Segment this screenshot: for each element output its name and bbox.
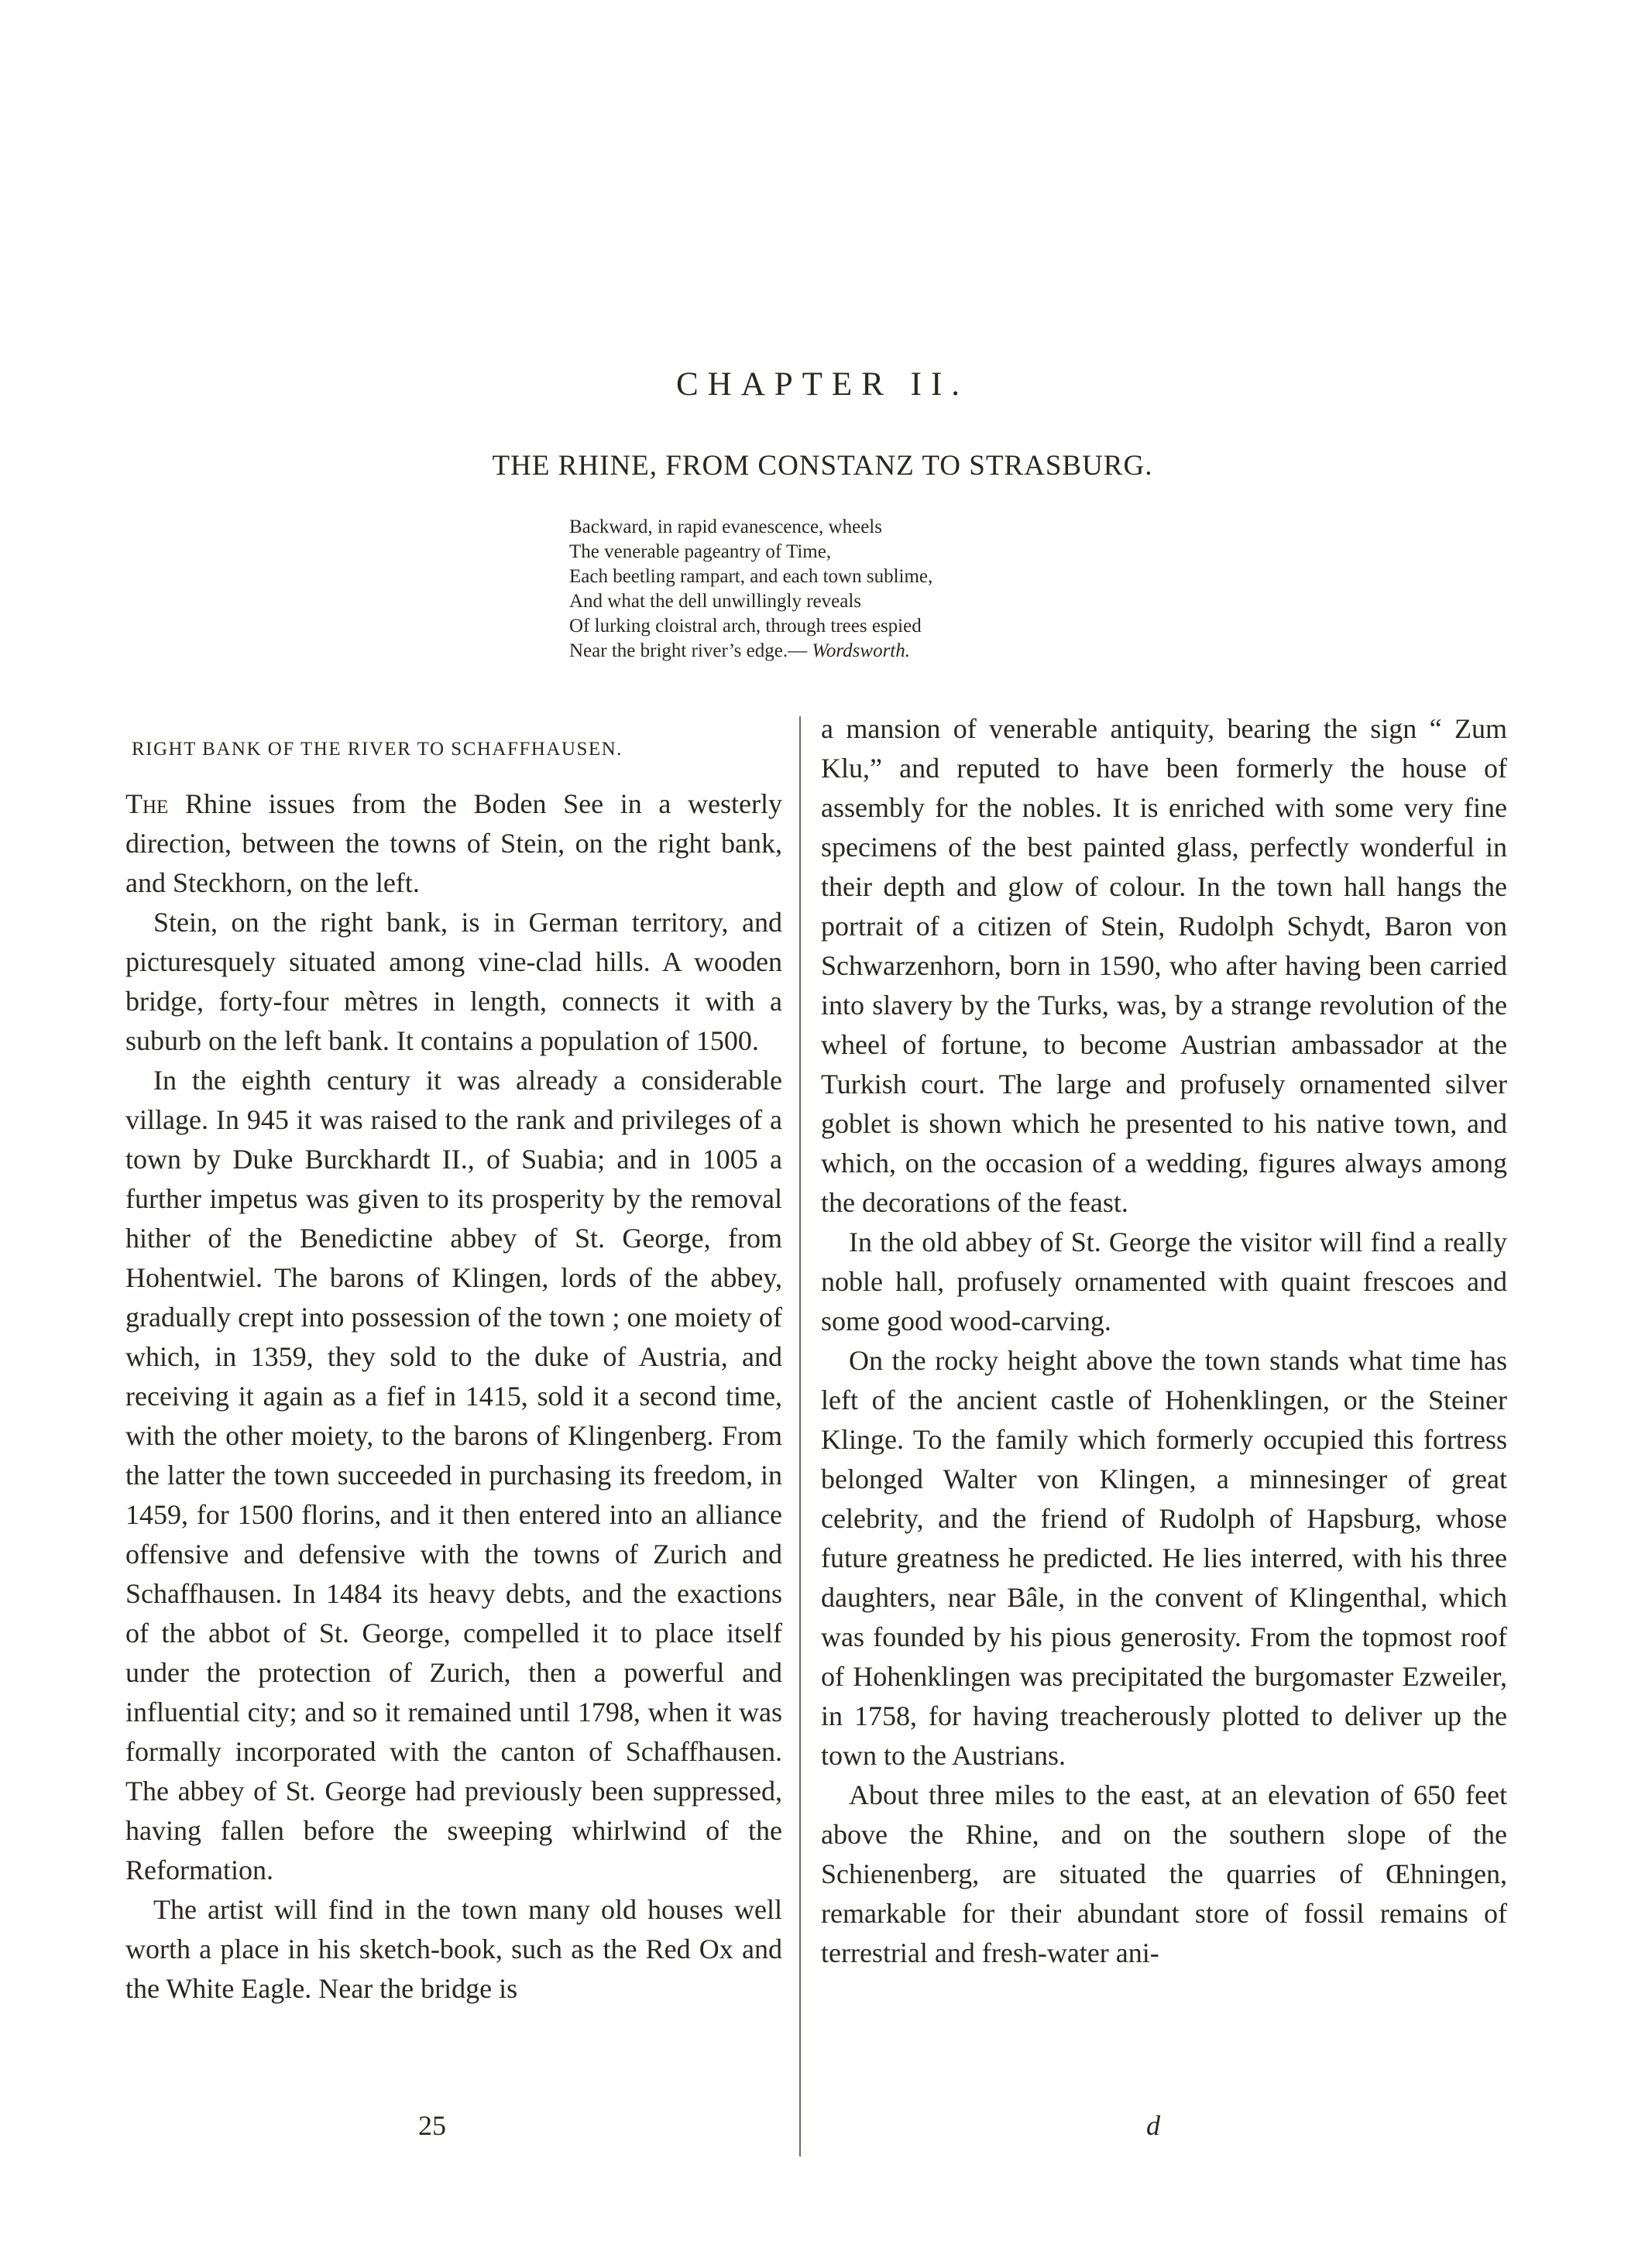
verse-line-last [569,639,1065,664]
epigraph-verse [569,515,1065,664]
verse-line: The venerable pageantry of Time, [569,541,832,562]
signature-mark: d [1146,2110,1160,2141]
verse-last-text: Near the bright river’s edge.— [569,640,812,661]
paragraph: On the rocky height above the town stands what time has left of the ancient castle of Hohenklingen, or the Steiner Klinge. To the family which formerly occupied this fortress belonged Walter von Klingen, a minnesinger of great celebrity, and the friend of Rudolph of Hapsburg, whose future greatness he predicted. He lies interred, with his three daughters, near Bâle, in the convent of Klingenthal, which was founded by his pious generosity. From the topmost roof of Hohenklingen was precipitated the burgomaster Ezweiler, in 1758, for having treacherously plotted to deliver up the town to the Austrians. [821,1345,1507,1771]
paragraph: a mansion of venerable antiquity, bearing the sign “ Zum Klu,” and reputed to have been formerly the house of assembly for the nobles. It is enriched with some very fine specimens of the best painted glass, perfectly wonderful in their depth and glow of colour. In the town hall hangs the portrait of a citizen of Stein, Rudolph Schydt, Baron von Schwarzenhorn, born in 1590, who after having been carried into slavery by the Turks, was, by a strange revolution of the wheel of fortune, to become Austrian ambassador at the Turkish court. The large and profusely ornamented silver goblet is shown which he presented to his native town, and which, on the occasion of a wedding, figures always among the decorations of the feast. [821,713,1507,1218]
paragraph: Stein, on the right bank, is in German territory, and picturesquely situated among vine-clad hills. A wooden bridge, forty-four mètres in length, connects it with a suburb on the left bank. It contains a population of 1500. [125,907,782,1056]
verse-author: Wordsworth. [812,640,910,661]
paragraph [125,784,782,903]
column-divider [799,716,801,2156]
paragraph: In the eighth century it was already a considerable village. In 945 it was raised to the rank and privileges of a town by Duke Burckhardt II., of Suabia; and in 1005 a further impetus was given to its prosperity by the removal hither of the Benedictine abbey of St. George, from Hohentwiel. The barons of Klingen, lords of the abbey, gradually crept into possession of the town ; one moiety of which, in 1359, they sold to the duke of Austria, and receiving it again as a fief in 1415, sold it a second time, with the other moiety, to the barons of Klingenberg. From the latter the town succeeded in purchasing its freedom, in 1459, for 1500 florins, and it then entered into an alliance offensive and defensive with the towns of Zurich and Schaffhausen. In 1484 its heavy debts, and the exactions of the abbot of St. George, compelled it to place itself under the protection of Zurich, then a powerful and influential city; and so it remained until 1798, when it was formally incorporated with the canton of Schaffhausen. The abbey of St. George had previously been suppressed, having fallen before the sweeping whirlwind of the Reformation. [125,1065,782,1885]
verse-line: And what the dell unwillingly reveals [569,591,862,612]
verse-line: Backward, in rapid evanescence, wheels [569,516,882,537]
paragraph: About three miles to the east, at an elevation of 650 feet above the Rhine, and on the southern slope of the Schienenberg, are situated the quarries of Œhningen, remarkable for their abundant store of fossil remains of terrestrial and fresh-water ani- [821,1779,1507,1968]
section-heading: RIGHT BANK OF THE RIVER TO SCHAFFHAUSEN. [132,739,623,760]
chapter-subtitle: THE RHINE, FROM CONSTANZ TO STRASBURG. [492,450,1153,482]
left-column [125,784,782,2009]
right-column [821,709,1507,1973]
page-number: 25 [418,2110,446,2141]
paragraph: In the old abbey of St. George the visitor will find a really noble hall, profusely ornamented with quaint frescoes and some good wood-carving. [821,1227,1507,1336]
verse-line: Of lurking cloistral arch, through trees espied [569,616,922,636]
opening-word: The [125,788,169,819]
chapter-title: CHAPTER II. [675,366,970,403]
paragraph-text: Rhine issues from the Boden See in a westerly direction, between the towns of Stein, on the right bank, and Steckhorn, on the left. [125,788,782,898]
verse-line: Each beetling rampart, and each town sublime, [569,566,933,587]
paragraph: The artist will find in the town many old houses well worth a place in his sketch-book, such as the Red Ox and the White Eagle. Near the bridge is [125,1894,782,2004]
